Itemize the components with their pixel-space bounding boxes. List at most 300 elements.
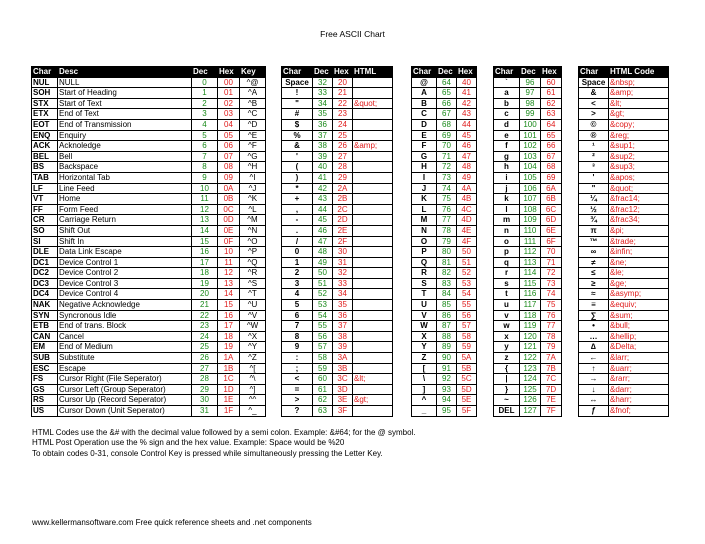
- table-cell: &darr;: [609, 384, 669, 395]
- table-cell: ^R: [240, 268, 266, 279]
- table-cell: 2D: [333, 215, 353, 226]
- table-row: [412, 130, 477, 141]
- table-cell: 38: [333, 331, 353, 342]
- table-cell: &frac34;: [609, 215, 669, 226]
- table-cell: 112: [520, 247, 541, 258]
- table-cell: 34: [313, 98, 333, 109]
- table-cell: 104: [520, 162, 541, 173]
- table-row: [282, 384, 393, 395]
- table-row: [32, 363, 266, 374]
- table-row: [412, 204, 477, 215]
- table-cell: ^Q: [240, 257, 266, 268]
- table-row: [494, 289, 562, 300]
- table-cell: 0A: [218, 183, 240, 194]
- table-row: [579, 215, 669, 226]
- table-row: [32, 268, 266, 279]
- printable-table-2: [411, 66, 477, 417]
- table-row: [412, 119, 477, 130]
- table-cell: &amp;: [353, 141, 393, 152]
- table-cell: 1: [282, 257, 313, 268]
- table-row: [494, 225, 562, 236]
- table-row: [32, 183, 266, 194]
- table-cell: 2: [282, 268, 313, 279]
- table-cell: 0D: [218, 215, 240, 226]
- table-row: [32, 353, 266, 364]
- control-codes-table: [31, 66, 266, 417]
- table-cell: EOT: [32, 119, 58, 130]
- table-cell: 71: [437, 151, 457, 162]
- table-row: [32, 151, 266, 162]
- table-cell: ^E: [240, 130, 266, 141]
- table-cell: 74: [541, 289, 562, 300]
- table-cell: ^B: [240, 98, 266, 109]
- table-row: [494, 119, 562, 130]
- table-cell: 03: [218, 109, 240, 120]
- table-cell: 78: [541, 331, 562, 342]
- table-row: [32, 225, 266, 236]
- table-cell: (: [282, 162, 313, 173]
- table-cell: U: [412, 300, 437, 311]
- table-row: [579, 162, 669, 173]
- table-row: [32, 141, 266, 152]
- table-row: [579, 88, 669, 99]
- table-cell: Start of Text: [58, 98, 192, 109]
- table-cell: &gt;: [609, 109, 669, 120]
- table-cell: 3: [282, 278, 313, 289]
- table-row: [412, 331, 477, 342]
- table-cell: &harr;: [609, 395, 669, 406]
- table-cell: n: [494, 225, 520, 236]
- table-row: [579, 109, 669, 120]
- table-cell: c: [494, 109, 520, 120]
- table-cell: &copy;: [609, 119, 669, 130]
- table-cell: 79: [541, 342, 562, 353]
- table-cell: 7E: [541, 395, 562, 406]
- table-row: [579, 374, 669, 385]
- table-cell: 46: [457, 141, 477, 152]
- table-row: [579, 300, 669, 311]
- table-cell: $: [282, 119, 313, 130]
- table-cell: ↓: [579, 384, 609, 395]
- column-header: Hex: [333, 67, 353, 78]
- table-cell: ½: [579, 204, 609, 215]
- table-cell: ƒ: [579, 406, 609, 417]
- table-cell: 9: [282, 342, 313, 353]
- table-cell: v: [494, 310, 520, 321]
- table-cell: s: [494, 278, 520, 289]
- table-cell: 111: [520, 236, 541, 247]
- table-row: [412, 141, 477, 152]
- table-cell: Cursor Left (Group Seperator): [58, 384, 192, 395]
- table-cell: ^P: [240, 247, 266, 258]
- table-cell: 117: [520, 300, 541, 311]
- table-cell: 28: [192, 374, 218, 385]
- table-cell: a: [494, 88, 520, 99]
- html-codes-table: [578, 66, 669, 417]
- table-row: [579, 151, 669, 162]
- table-cell: Carriage Return: [58, 215, 192, 226]
- table-cell: 4C: [457, 204, 477, 215]
- table-cell: [: [412, 363, 437, 374]
- table-row: [494, 268, 562, 279]
- table-cell: Cursor Down (Unit Seperator): [58, 406, 192, 417]
- table-cell: <: [579, 98, 609, 109]
- printable-table-1: [281, 66, 393, 417]
- table-cell: ^M: [240, 215, 266, 226]
- table-cell: 57: [313, 342, 333, 353]
- column-header: Char: [32, 67, 58, 78]
- table-cell: [353, 88, 393, 99]
- table-cell: Y: [412, 342, 437, 353]
- table-cell: 0C: [218, 204, 240, 215]
- table-cell: 45: [457, 130, 477, 141]
- table-cell: End of trans. Block: [58, 321, 192, 332]
- table-row: [282, 162, 393, 173]
- table-cell: &trade;: [609, 236, 669, 247]
- table-row: [412, 278, 477, 289]
- table-cell: ,: [282, 204, 313, 215]
- table-cell: 22: [192, 310, 218, 321]
- table-cell: Bell: [58, 151, 192, 162]
- table-cell: 1E: [218, 395, 240, 406]
- table-cell: 102: [520, 141, 541, 152]
- table-cell: 41: [457, 88, 477, 99]
- table-row: [32, 77, 266, 88]
- table-cell: SUB: [32, 353, 58, 364]
- table-cell: 71: [541, 257, 562, 268]
- table-row: [32, 247, 266, 258]
- table-cell: 67: [541, 151, 562, 162]
- table-cell: 55: [457, 300, 477, 311]
- table-row: [282, 151, 393, 162]
- table-cell: r: [494, 268, 520, 279]
- table-cell: [353, 172, 393, 183]
- table-cell: &lt;: [609, 98, 669, 109]
- table-cell: C: [412, 109, 437, 120]
- table-cell: 4D: [457, 215, 477, 226]
- table-cell: x: [494, 331, 520, 342]
- table-cell: ∞: [579, 247, 609, 258]
- table-cell: Q: [412, 257, 437, 268]
- table-cell: 72: [541, 268, 562, 279]
- table-cell: [353, 321, 393, 332]
- table-cell: 65: [437, 88, 457, 99]
- table-cell: 1C: [218, 374, 240, 385]
- table-cell: ": [282, 98, 313, 109]
- table-cell: 69: [437, 130, 457, 141]
- table-row: [494, 406, 562, 417]
- table-row: [579, 353, 669, 364]
- table-cell: 11: [218, 257, 240, 268]
- table-cell: ^O: [240, 236, 266, 247]
- table-cell: 5: [282, 300, 313, 311]
- table-cell: Escape: [58, 363, 192, 374]
- table-cell: 100: [520, 119, 541, 130]
- table-cell: ¼: [579, 194, 609, 205]
- column-header: Key: [240, 67, 266, 78]
- table-cell: -: [282, 215, 313, 226]
- table-row: [282, 204, 393, 215]
- table-cell: CAN: [32, 331, 58, 342]
- table-cell: 6B: [541, 194, 562, 205]
- table-cell: #: [282, 109, 313, 120]
- table-cell: BEL: [32, 151, 58, 162]
- table-cell: Cursor Right (File Seperator): [58, 374, 192, 385]
- table-cell: 63: [541, 109, 562, 120]
- table-cell: &equiv;: [609, 300, 669, 311]
- table-cell: 53: [313, 300, 333, 311]
- table-cell: Device Control 3: [58, 278, 192, 289]
- table-cell: 0: [192, 77, 218, 88]
- notes: [32, 428, 416, 459]
- table-cell: ~: [494, 395, 520, 406]
- table-cell: +: [282, 194, 313, 205]
- table-row: [579, 278, 669, 289]
- table-cell: 6: [192, 141, 218, 152]
- table-row: [579, 225, 669, 236]
- table-cell: 92: [437, 374, 457, 385]
- table-cell: 4: [192, 119, 218, 130]
- table-row: [32, 194, 266, 205]
- table-row: [412, 395, 477, 406]
- table-cell: 32: [333, 268, 353, 279]
- table-row: [579, 289, 669, 300]
- table-cell: 68: [437, 119, 457, 130]
- table-cell: •: [579, 321, 609, 332]
- table-cell: 27: [192, 363, 218, 374]
- table-cell: 1D: [218, 384, 240, 395]
- table-cell: 51: [313, 278, 333, 289]
- table-row: [579, 236, 669, 247]
- table-cell: i: [494, 172, 520, 183]
- table-cell: ™: [579, 236, 609, 247]
- table-cell: T: [412, 289, 437, 300]
- table-cell: ∆: [579, 342, 609, 353]
- table-cell: 62: [313, 395, 333, 406]
- note-line: HTML Post Operation use the % sign and the hex value. Example: Space would be %20: [32, 438, 345, 448]
- table-cell: 2B: [333, 194, 353, 205]
- table-row: [32, 236, 266, 247]
- table-cell: 33: [313, 88, 333, 99]
- table-cell: ^G: [240, 151, 266, 162]
- column-header: Char: [494, 67, 520, 78]
- table-cell: 00: [218, 77, 240, 88]
- table-cell: 88: [437, 331, 457, 342]
- column-header: Hex: [457, 67, 477, 78]
- table-cell: 78: [437, 225, 457, 236]
- table-cell: 4F: [457, 236, 477, 247]
- table-row: [32, 130, 266, 141]
- table-cell: 66: [541, 141, 562, 152]
- table-cell: ^W: [240, 321, 266, 332]
- table-row: [412, 353, 477, 364]
- table-cell: 16: [218, 310, 240, 321]
- table-cell: 7F: [541, 406, 562, 417]
- table-cell: 29: [192, 384, 218, 395]
- table-cell: 118: [520, 310, 541, 321]
- table-cell: Device Control 1: [58, 257, 192, 268]
- table-row: [32, 278, 266, 289]
- table-cell: 17: [218, 321, 240, 332]
- table-cell: ¹: [579, 141, 609, 152]
- table-row: [494, 310, 562, 321]
- table-cell: &sup3;: [609, 162, 669, 173]
- table-header: [412, 67, 477, 78]
- table-cell: 41: [313, 172, 333, 183]
- table-cell: o: [494, 236, 520, 247]
- table-cell: 20: [192, 289, 218, 300]
- table-row: [494, 363, 562, 374]
- table-cell: 37: [313, 130, 333, 141]
- table-cell: P: [412, 247, 437, 258]
- table-cell: DEL: [494, 406, 520, 417]
- table-cell: US: [32, 406, 58, 417]
- table-cell: 49: [457, 172, 477, 183]
- table-row: [579, 321, 669, 332]
- table-cell: 11: [192, 194, 218, 205]
- table-cell: &fnof;: [609, 406, 669, 417]
- table-cell: >: [282, 395, 313, 406]
- table-cell: 4: [282, 289, 313, 300]
- table-cell: 35: [313, 109, 333, 120]
- table-cell: 20: [333, 77, 353, 88]
- table-cell: ^F: [240, 141, 266, 152]
- table-cell: w: [494, 321, 520, 332]
- table-row: [579, 406, 669, 417]
- table-cell: 116: [520, 289, 541, 300]
- table-cell: 07: [218, 151, 240, 162]
- table-cell: 42: [313, 183, 333, 194]
- footer-text: www.kellermansoftware.com Free quick reference sheets and .net components: [32, 518, 312, 527]
- table-cell: 4B: [457, 194, 477, 205]
- table-row: [494, 342, 562, 353]
- table-cell: …: [579, 331, 609, 342]
- table-row: [282, 183, 393, 194]
- table-cell: &frac12;: [609, 204, 669, 215]
- table-cell: 6C: [541, 204, 562, 215]
- column-header: Dec: [437, 67, 457, 78]
- table-header: [282, 67, 393, 78]
- table-cell: 49: [313, 257, 333, 268]
- table-cell: ': [579, 172, 609, 183]
- table-row: [32, 88, 266, 99]
- table-cell: 7C: [541, 374, 562, 385]
- table-row: [579, 130, 669, 141]
- column-header: HTML Code: [609, 67, 669, 78]
- table-cell: L: [412, 204, 437, 215]
- table-cell: 6E: [541, 225, 562, 236]
- table-cell: DC1: [32, 257, 58, 268]
- table-cell: LF: [32, 183, 58, 194]
- table-row: [32, 257, 266, 268]
- table-cell: [353, 363, 393, 374]
- table-cell: ^V: [240, 310, 266, 321]
- table-row: [579, 331, 669, 342]
- table-cell: *: [282, 183, 313, 194]
- table-cell: &le;: [609, 268, 669, 279]
- table-cell: CR: [32, 215, 58, 226]
- table-cell: [353, 162, 393, 173]
- table-cell: 30: [333, 247, 353, 258]
- table-row: [282, 225, 393, 236]
- table-cell: 106: [520, 183, 541, 194]
- printable-table-3: [493, 66, 562, 417]
- table-cell: 75: [541, 300, 562, 311]
- table-cell: 36: [333, 310, 353, 321]
- table-cell: DLE: [32, 247, 58, 258]
- table-row: [412, 172, 477, 183]
- table-cell: 43: [313, 194, 333, 205]
- table-cell: 8: [282, 331, 313, 342]
- table-row: [282, 109, 393, 120]
- table-cell: g: [494, 151, 520, 162]
- table-cell: d: [494, 119, 520, 130]
- table-row: [412, 183, 477, 194]
- table-row: [282, 374, 393, 385]
- table-cell: e: [494, 130, 520, 141]
- table-cell: 60: [313, 374, 333, 385]
- table-cell: 85: [437, 300, 457, 311]
- table-cell: 109: [520, 215, 541, 226]
- table-cell: Line Feed: [58, 183, 192, 194]
- table-cell: 3E: [333, 395, 353, 406]
- table-row: [412, 310, 477, 321]
- table-row: [494, 353, 562, 364]
- table-cell: 91: [437, 363, 457, 374]
- table-cell: 65: [541, 130, 562, 141]
- table-cell: ^X: [240, 331, 266, 342]
- table-cell: 77: [541, 321, 562, 332]
- table-row: [32, 289, 266, 300]
- table-cell: &infin;: [609, 247, 669, 258]
- table-row: [494, 247, 562, 258]
- table-cell: 31: [333, 257, 353, 268]
- table-cell: 3: [192, 109, 218, 120]
- table-row: [282, 247, 393, 258]
- table-cell: [353, 215, 393, 226]
- table-row: [412, 151, 477, 162]
- table-cell: 6: [282, 310, 313, 321]
- table-cell: 1F: [218, 406, 240, 417]
- table-cell: ^@: [240, 77, 266, 88]
- table-cell: Space: [282, 77, 313, 88]
- table-cell: FF: [32, 204, 58, 215]
- table-cell: [353, 109, 393, 120]
- table-cell: 123: [520, 363, 541, 374]
- table-row: [494, 88, 562, 99]
- table-row: [494, 374, 562, 385]
- table-cell: O: [412, 236, 437, 247]
- table-cell: ^Y: [240, 342, 266, 353]
- table-header: [32, 67, 266, 78]
- table-cell: ≠: [579, 257, 609, 268]
- table-cell: &ge;: [609, 278, 669, 289]
- table-cell: ≡: [579, 300, 609, 311]
- table-cell: [353, 384, 393, 395]
- table-cell: &uarr;: [609, 363, 669, 374]
- table-cell: &quot;: [609, 183, 669, 194]
- note-line: To obtain codes 0-31, console Control Key is pressed while simultaneously pressing the Letter Key.: [32, 448, 383, 458]
- table-cell: 59: [457, 342, 477, 353]
- table-cell: ;: [282, 363, 313, 374]
- table-cell: π: [579, 225, 609, 236]
- table-cell: &hellip;: [609, 331, 669, 342]
- column-header: Dec: [192, 67, 218, 78]
- table-cell: 120: [520, 331, 541, 342]
- table-cell: 24: [333, 119, 353, 130]
- table-row: [282, 278, 393, 289]
- table-row: [282, 215, 393, 226]
